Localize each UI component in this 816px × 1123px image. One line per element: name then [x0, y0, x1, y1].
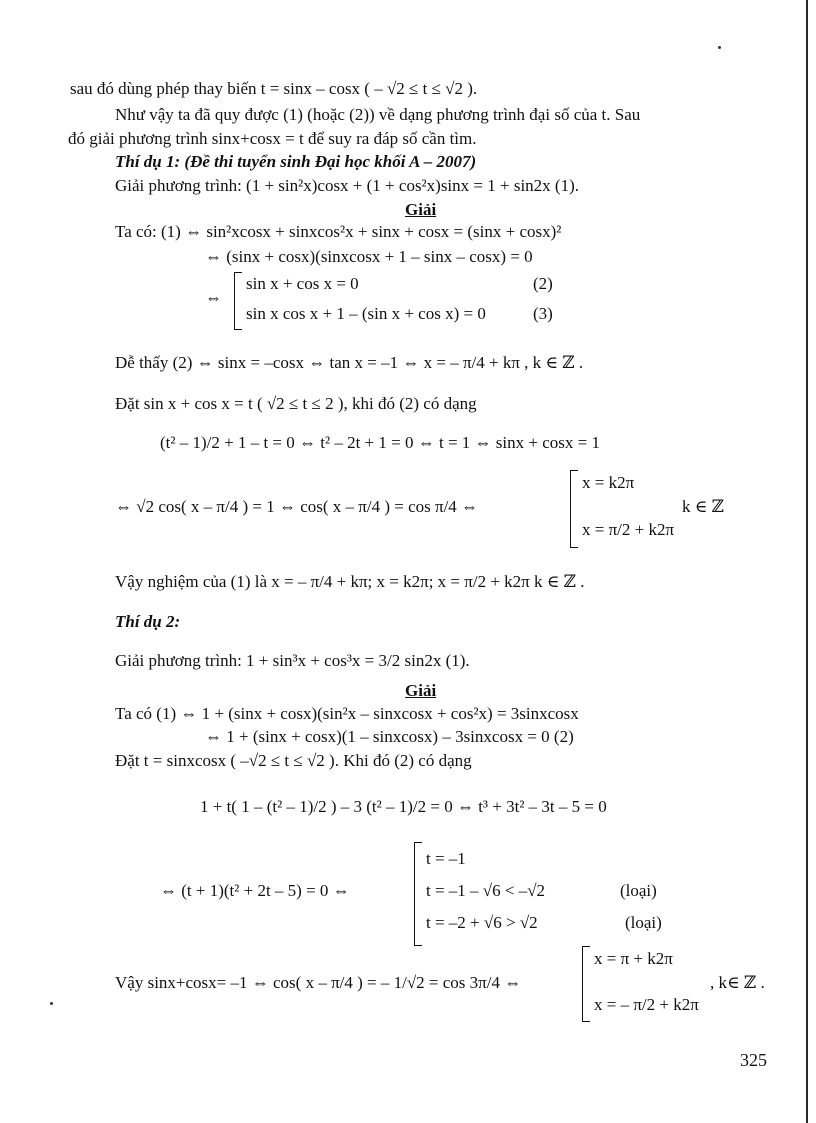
ex1-root-domain: k ∈ ℤ [682, 497, 724, 516]
scan-speck [50, 1002, 53, 1005]
ex1-system-label-2: (2) [533, 274, 553, 293]
ex2-final-root-a: x = π + k2π [594, 949, 673, 968]
ex2-step-cubic: 1 + t( 1 – (t² – 1)/2 ) – 3 (t² – 1)/2 = 0 ⇔ t³ + 3t² – 3t – 5 = 0 [200, 797, 607, 816]
ex1-step-1: Ta có: (1) ⇔ sin²xcosx + sinxcos²x + sinx + cosx = (sinx + cosx)² [115, 222, 562, 241]
example2-solution-title: Giải [405, 681, 437, 700]
ex2-root-c-rejected: (loại) [625, 913, 662, 932]
ex1-cos-bracket [570, 470, 578, 548]
ex2-root-c: t = –2 + √6 > √2 [426, 913, 538, 932]
page-number: 325 [740, 1050, 767, 1070]
ex2-step-factor: ⇔ (t + 1)(t² + 2t – 5) = 0 ⇔ [160, 881, 350, 900]
ex2-conclusion: Vậy sinx+cosx= –1 ⇔ cos( x – π/4 ) = – 1/√2 = cos 3π/4 ⇔ [115, 973, 522, 992]
ex1-system-eq-a: sin x + cos x = 0 [246, 274, 359, 293]
ex2-final-domain: , k∈ ℤ . [710, 973, 765, 992]
ex1-step-2: ⇔ (sinx + cosx)(sinxcosx + 1 – sinx – cosx) = 0 [205, 247, 533, 266]
ex2-root-b-rejected: (loại) [620, 881, 657, 900]
ex1-system-bracket [234, 272, 242, 330]
ex1-step-tan: Dễ thấy (2) ⇔ sinx = –cosx ⇔ tan x = –1 ⇔ x = – π/4 + kπ , k ∈ ℤ . [115, 353, 584, 372]
ex1-equiv-symbol: ⇔ [205, 288, 222, 307]
ex2-step-1: Ta có (1) ⇔ 1 + (sinx + cosx)(sin²x – sinxcosx + cos²x) = 3sinxcosx [115, 704, 579, 723]
ex1-system-label-3: (3) [533, 304, 553, 323]
example1-solution-title: Giải [405, 200, 437, 219]
example1-problem: Giải phương trình: (1 + sin²x)cosx + (1 + cos²x)sinx = 1 + sin2x (1). [115, 176, 579, 195]
ex2-step-substitution: Đặt t = sinxcosx ( –√2 ≤ t ≤ √2 ). Khi đó (2) có dạng [115, 751, 472, 770]
ex2-step-2: ⇔ 1 + (sinx + cosx)(1 – sinxcosx) – 3sinxcosx = 0 (2) [205, 727, 574, 746]
scan-speck [718, 46, 721, 49]
example2-problem: Giải phương trình: 1 + sin³x + cos³x = 3/2 sin2x (1). [115, 651, 470, 670]
ex2-final-root-b: x = – π/2 + k2π [594, 995, 699, 1014]
page-edge-line [806, 0, 808, 1123]
text-line-1: sau đó dùng phép thay biến t = sinx – cosx ( – √2 ≤ t ≤ √2 ). [70, 79, 478, 98]
text-line-2: Như vậy ta đã quy được (1) (hoặc (2)) về dạng phương trình đại số của t. Sau [115, 105, 641, 124]
ex2-final-bracket [582, 946, 590, 1022]
ex2-root-b: t = –1 – √6 < –√2 [426, 881, 546, 900]
ex2-roots-bracket [414, 842, 422, 946]
text-line-3: đó giải phương trình sinx+cosx = t để suy ra đáp số cần tìm. [68, 129, 477, 148]
ex1-step-quadratic: (t² – 1)/2 + 1 – t = 0 ⇔ t² – 2t + 1 = 0 ⇔ t = 1 ⇔ sinx + cosx = 1 [160, 433, 600, 452]
ex1-conclusion: Vậy nghiệm của (1) là x = – π/4 + kπ; x = k2π; x = π/2 + k2π k ∈ ℤ . [115, 572, 585, 591]
ex1-step-substitution: Đặt sin x + cos x = t ( √2 ≤ t ≤ 2 ), khi đó (2) có dạng [115, 394, 477, 413]
ex1-step-cos: ⇔ √2 cos( x – π/4 ) = 1 ⇔ cos( x – π/4 ) = cos π/4 ⇔ [115, 497, 479, 516]
ex2-root-a: t = –1 [426, 849, 466, 868]
ex1-root-b: x = π/2 + k2π [582, 520, 675, 539]
ex1-root-a: x = k2π [582, 473, 635, 492]
ex1-system-eq-b: sin x cos x + 1 – (sin x + cos x) = 0 [246, 304, 486, 323]
example1-heading: Thí dụ 1: (Đề thi tuyển sinh Đại học khối A – 2007) [115, 152, 477, 171]
example2-heading: Thí dụ 2: [115, 612, 181, 631]
